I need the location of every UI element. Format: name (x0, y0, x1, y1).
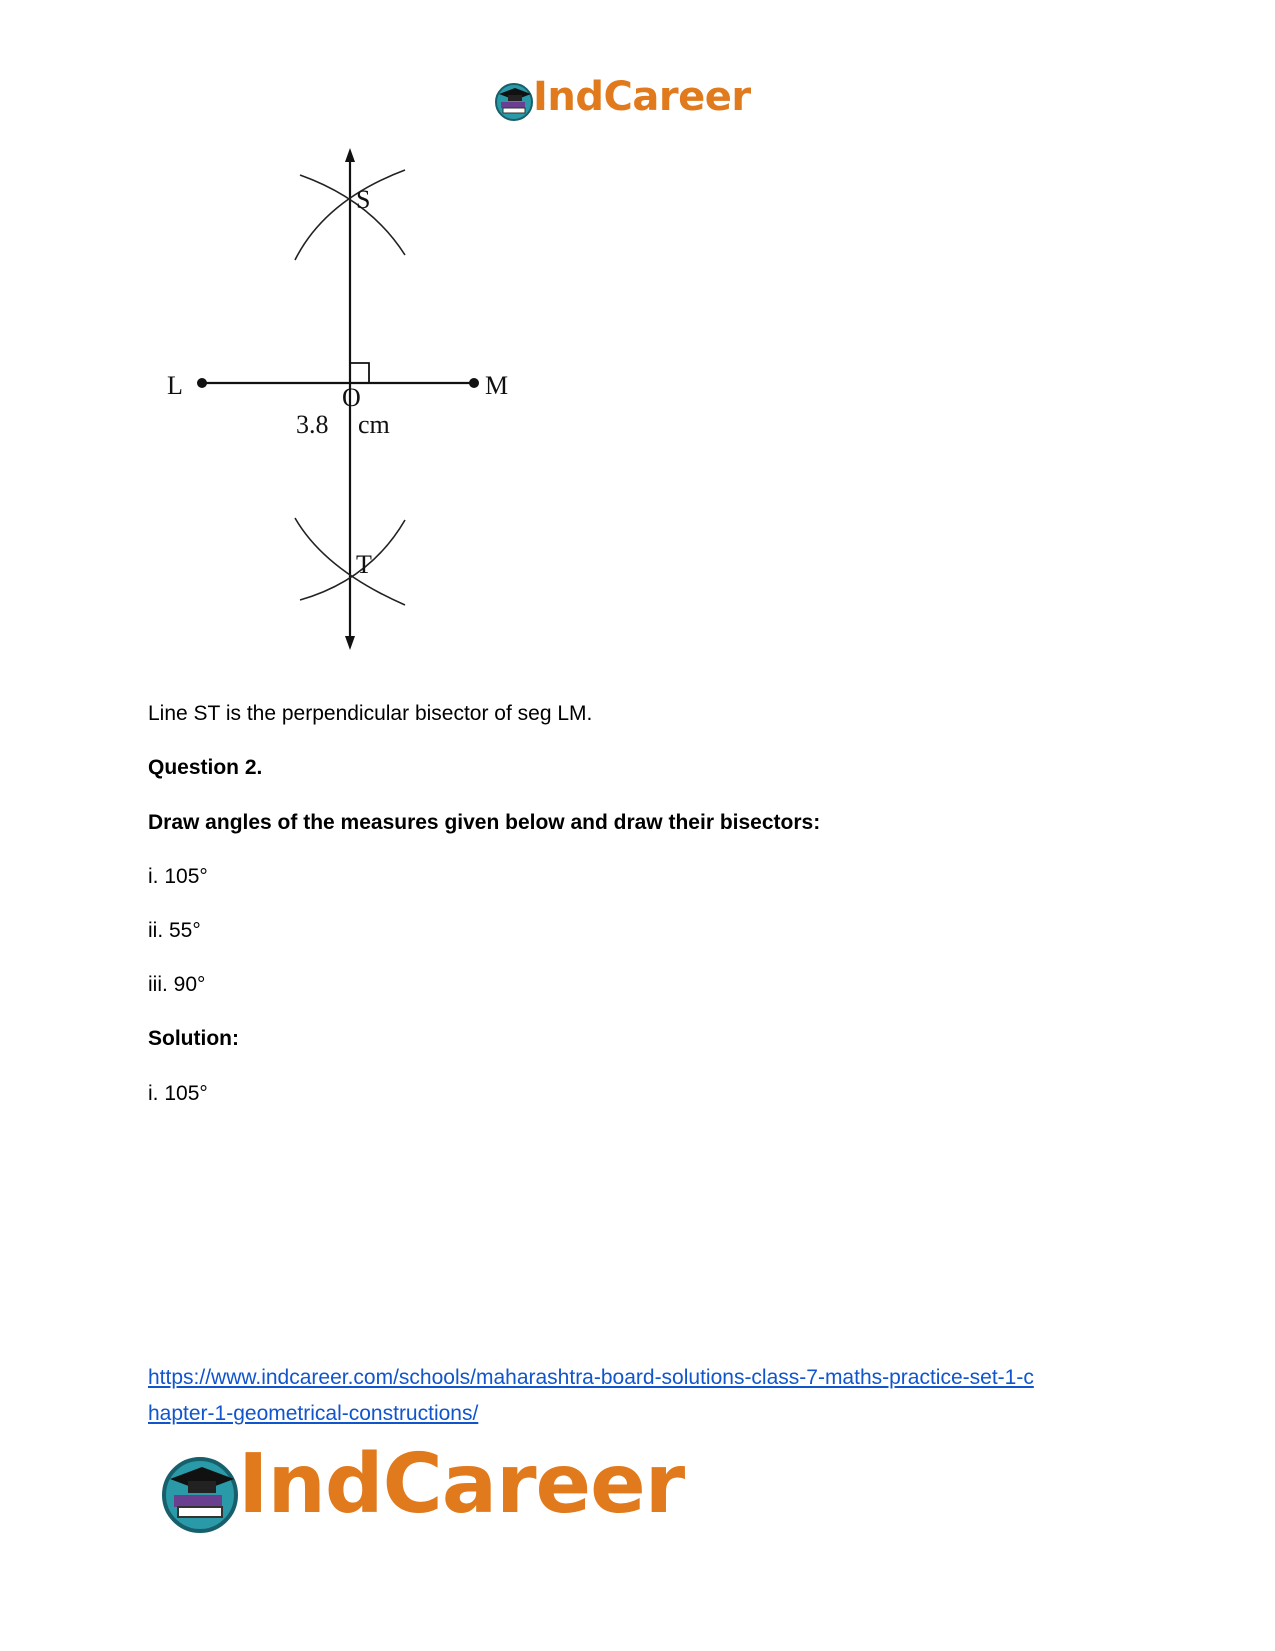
label-m: M (485, 371, 509, 400)
arrow-down (345, 636, 355, 650)
list-item: iii. 90° (148, 973, 206, 996)
statement-text: Line ST is the perpendicular bisector of seg LM. (148, 702, 593, 725)
footer-link[interactable] (148, 1360, 1148, 1432)
label-length-unit: cm (358, 410, 390, 439)
label-l: L (167, 371, 183, 400)
list-item: i. 105° (148, 865, 208, 888)
label-t: T (356, 550, 372, 579)
solution-heading: Solution: (148, 1027, 239, 1050)
arc-s-2 (300, 175, 405, 255)
footer-link-line-1[interactable]: https://www.indcareer.com/schools/maharashtra-board-solutions-class-7-maths-practice-set-1-c (148, 1366, 1034, 1389)
question-heading: Question 2. (148, 756, 263, 779)
footer-logo (158, 1437, 718, 1545)
construction-figure (150, 140, 550, 660)
solution-item: i. 105° (148, 1082, 208, 1105)
arc-t-2 (300, 520, 405, 600)
header-logo-text: IndCareer (533, 74, 751, 120)
footer-link-line-2[interactable]: hapter-1-geometrical-constructions/ (148, 1402, 479, 1425)
label-length-number: 3.8 (296, 410, 329, 439)
point-l (197, 378, 207, 388)
list-item: ii. 55° (148, 919, 201, 942)
label-o: O (342, 383, 361, 412)
point-m (469, 378, 479, 388)
label-s: S (356, 185, 371, 214)
graduation-book-globe-icon (493, 80, 535, 122)
question-text: Draw angles of the measures given below and draw their bisectors: (148, 811, 821, 834)
header-logo (493, 74, 773, 128)
right-angle-mark (350, 363, 369, 383)
footer-logo-text: IndCareer (238, 1437, 685, 1532)
graduation-book-globe-icon (158, 1451, 242, 1535)
arrow-up (345, 148, 355, 162)
